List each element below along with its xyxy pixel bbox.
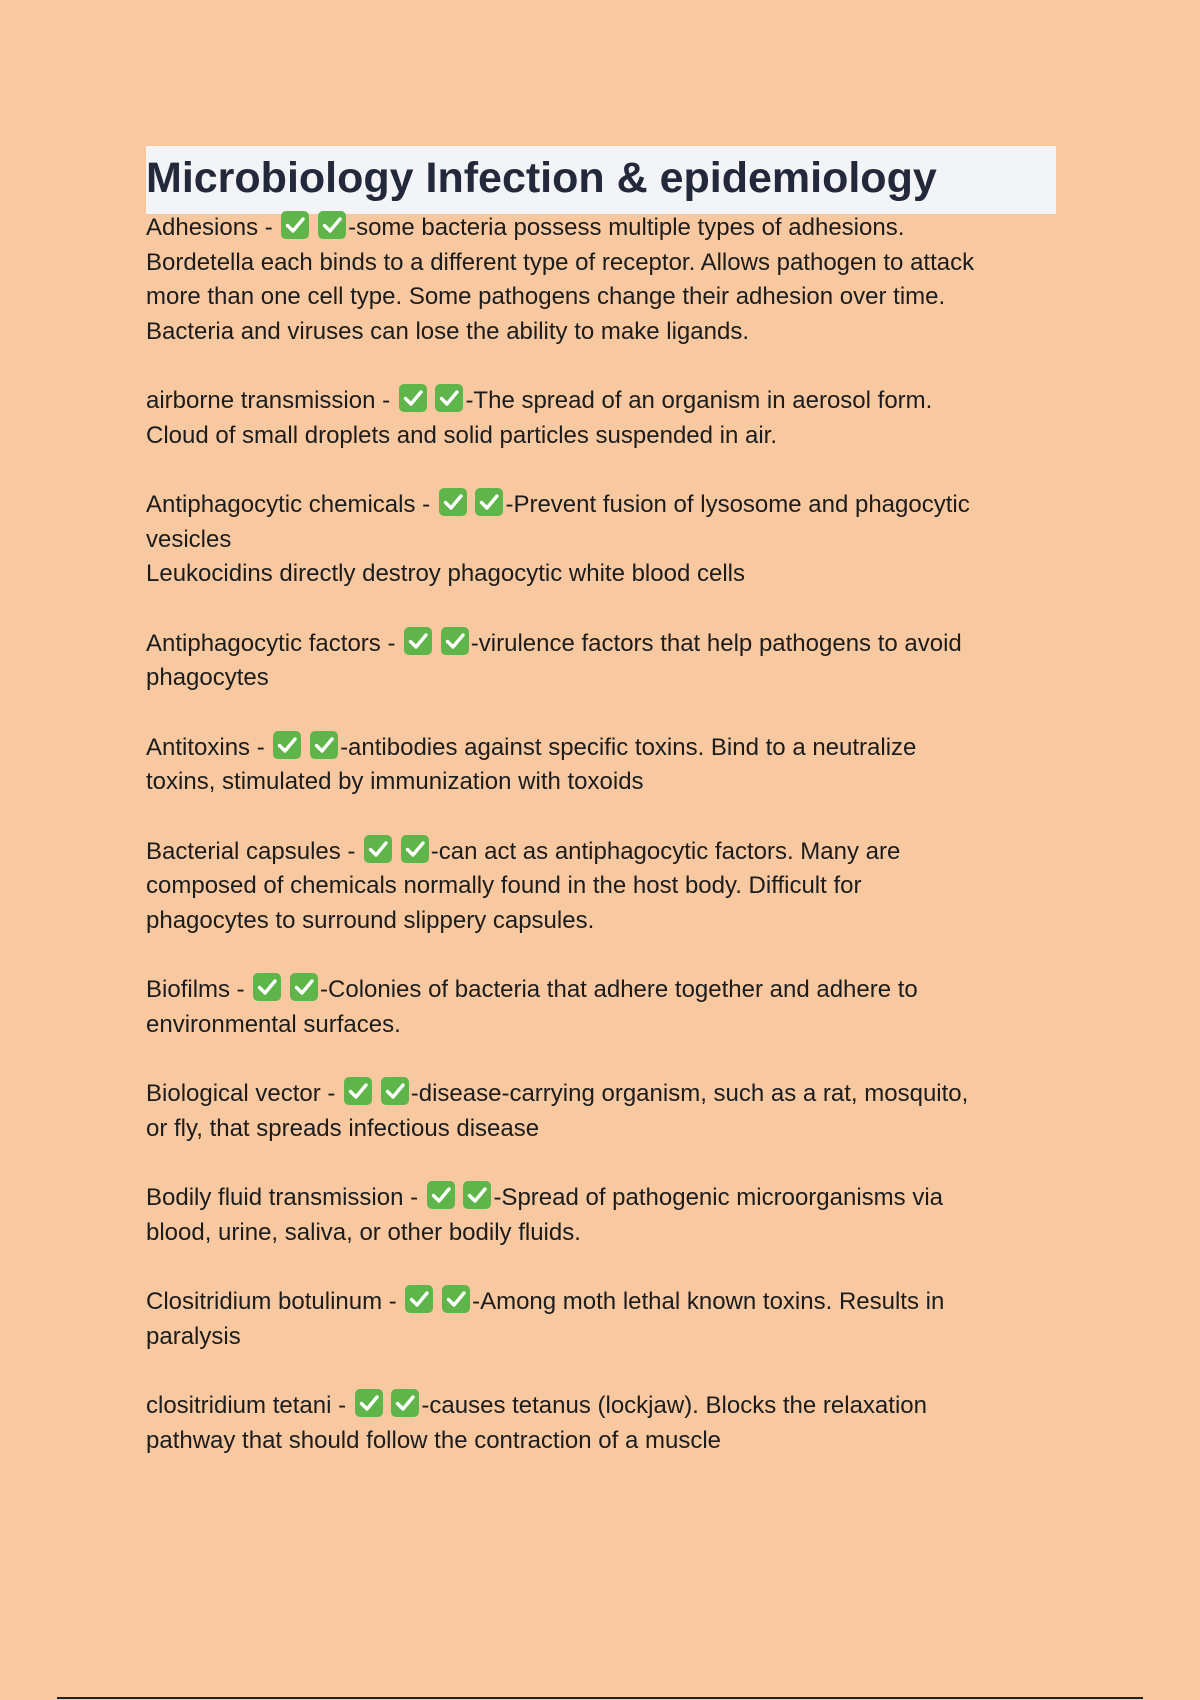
document-title: Microbiology Infection & epidemiology xyxy=(146,154,937,202)
entry-definition: -can act as antiphagocytic factors. Many are xyxy=(430,837,901,865)
check-marks xyxy=(355,1389,422,1424)
glossary-entry xyxy=(146,627,1066,696)
white-heavy-check-mark-icon xyxy=(405,1285,433,1313)
entry-first-line xyxy=(146,1181,1066,1216)
white-heavy-check-mark-icon xyxy=(439,488,467,516)
white-heavy-check-mark-icon xyxy=(310,731,338,759)
entry-continuation-line: environmental surfaces. xyxy=(146,1010,401,1038)
entry-term: Biological vector - xyxy=(146,1080,343,1107)
entry-first-line xyxy=(146,211,1066,246)
entry-definition: -causes tetanus (lockjaw). Blocks the relaxation xyxy=(421,1392,927,1419)
check-marks xyxy=(364,835,431,870)
entry-term: Antitoxins - xyxy=(146,733,272,761)
entry-definition: -Prevent fusion of lysosome and phagocytic xyxy=(505,491,970,518)
white-heavy-check-mark-icon xyxy=(399,384,427,412)
glossary-entry xyxy=(146,488,1066,592)
entry-list xyxy=(146,211,1066,1493)
white-heavy-check-mark-icon xyxy=(435,384,463,412)
entry-term: Bacterial capsules - xyxy=(146,837,363,865)
glossary-entry xyxy=(146,973,1066,1042)
white-heavy-check-mark-icon xyxy=(391,1389,419,1417)
glossary-entry xyxy=(146,211,1066,349)
white-heavy-check-mark-icon xyxy=(364,835,392,863)
entry-definition: -Among moth lethal known toxins. Results in xyxy=(472,1288,945,1315)
entry-first-line xyxy=(146,1389,1066,1424)
entry-continuation-line: toxins, stimulated by immunization with toxoids xyxy=(146,768,644,795)
entry-term: airborne transmission - xyxy=(146,387,397,414)
entry-continuation-line: Bordetella each binds to a different type of receptor. Allows pathogen to attack xyxy=(146,248,975,276)
glossary-entry xyxy=(146,1181,1066,1250)
entry-first-line xyxy=(146,1077,1066,1112)
white-heavy-check-mark-icon xyxy=(401,835,429,863)
white-heavy-check-mark-icon xyxy=(355,1389,383,1417)
glossary-entry xyxy=(146,731,1066,800)
white-heavy-check-mark-icon xyxy=(427,1181,455,1209)
entry-first-line xyxy=(146,973,1066,1008)
white-heavy-check-mark-icon xyxy=(404,627,432,655)
check-marks xyxy=(273,731,340,766)
entry-continuation-line: phagocytes xyxy=(146,664,269,691)
entry-first-line xyxy=(146,731,1066,766)
check-marks xyxy=(439,488,506,523)
white-heavy-check-mark-icon xyxy=(442,1285,470,1313)
entry-continuation-line: Cloud of small droplets and solid particles suspended in air. xyxy=(146,421,778,449)
glossary-entry xyxy=(146,1285,1066,1354)
entry-continuation-line: phagocytes to surround slippery capsules. xyxy=(146,906,595,934)
entry-continuation-line: more than one cell type. Some pathogens change their adhesion over time. xyxy=(146,283,946,310)
entry-first-line xyxy=(146,1285,1066,1320)
entry-definition: -virulence factors that help pathogens to avoid xyxy=(470,629,962,657)
entry-definition: -Colonies of bacteria that adhere together and adhere to xyxy=(320,976,918,1003)
check-marks xyxy=(253,973,320,1008)
entry-continuation-line: paralysis xyxy=(146,1322,241,1350)
white-heavy-check-mark-icon xyxy=(273,731,301,759)
entry-definition: -The spread of an organism in aerosol form. xyxy=(465,387,933,414)
glossary-entry xyxy=(146,835,1066,939)
white-heavy-check-mark-icon xyxy=(344,1077,372,1105)
check-marks xyxy=(404,627,471,662)
check-marks xyxy=(427,1181,494,1216)
glossary-entry xyxy=(146,384,1066,453)
glossary-entry xyxy=(146,1077,1066,1146)
entry-continuation-line: composed of chemicals normally found in the host body. Difficult for xyxy=(146,872,862,899)
white-heavy-check-mark-icon xyxy=(441,627,469,655)
entry-term: clositridium tetani - xyxy=(146,1392,353,1419)
entry-continuation-line: Bacteria and viruses can lose the ability to make ligands. xyxy=(146,317,749,345)
entry-continuation-line: vesicles xyxy=(146,525,232,553)
entry-term: Biofilms - xyxy=(146,976,252,1003)
check-marks xyxy=(405,1285,472,1320)
entry-definition: -disease-carrying organism, such as a rat, mosquito, xyxy=(410,1080,969,1107)
entry-definition: -Spread of pathogenic microorganisms via xyxy=(493,1184,943,1211)
entry-first-line xyxy=(146,384,1066,419)
entry-continuation-line: or fly, that spreads infectious disease xyxy=(146,1114,540,1142)
entry-first-line xyxy=(146,835,1066,870)
entry-term: Antiphagocytic chemicals - xyxy=(146,491,437,518)
entry-continuation-line: blood, urine, saliva, or other bodily fluids. xyxy=(146,1218,581,1246)
footer-divider xyxy=(57,1697,1143,1699)
entry-term: Adhesions - xyxy=(146,214,280,241)
entry-term: Clositridium botulinum - xyxy=(146,1288,404,1315)
white-heavy-check-mark-icon xyxy=(290,973,318,1001)
entry-continuation-line: Leukocidins directly destroy phagocytic white blood cells xyxy=(146,560,745,587)
white-heavy-check-mark-icon xyxy=(281,211,309,239)
entry-first-line xyxy=(146,488,1066,523)
entry-continuation-line: pathway that should follow the contraction of a muscle xyxy=(146,1426,721,1454)
entry-definition: -some bacteria possess multiple types of adhesions. xyxy=(348,214,905,241)
check-marks xyxy=(281,211,348,246)
check-marks xyxy=(344,1077,411,1112)
entry-first-line xyxy=(146,627,1066,662)
entry-term: Bodily fluid transmission - xyxy=(146,1184,425,1211)
white-heavy-check-mark-icon xyxy=(381,1077,409,1105)
glossary-entry xyxy=(146,1389,1066,1458)
white-heavy-check-mark-icon xyxy=(463,1181,491,1209)
entry-definition: -antibodies against specific toxins. Bind to a neutralize xyxy=(340,733,917,761)
entry-term: Antiphagocytic factors - xyxy=(146,629,403,657)
check-marks xyxy=(399,384,466,419)
white-heavy-check-mark-icon xyxy=(318,211,346,239)
white-heavy-check-mark-icon xyxy=(475,488,503,516)
white-heavy-check-mark-icon xyxy=(253,973,281,1001)
